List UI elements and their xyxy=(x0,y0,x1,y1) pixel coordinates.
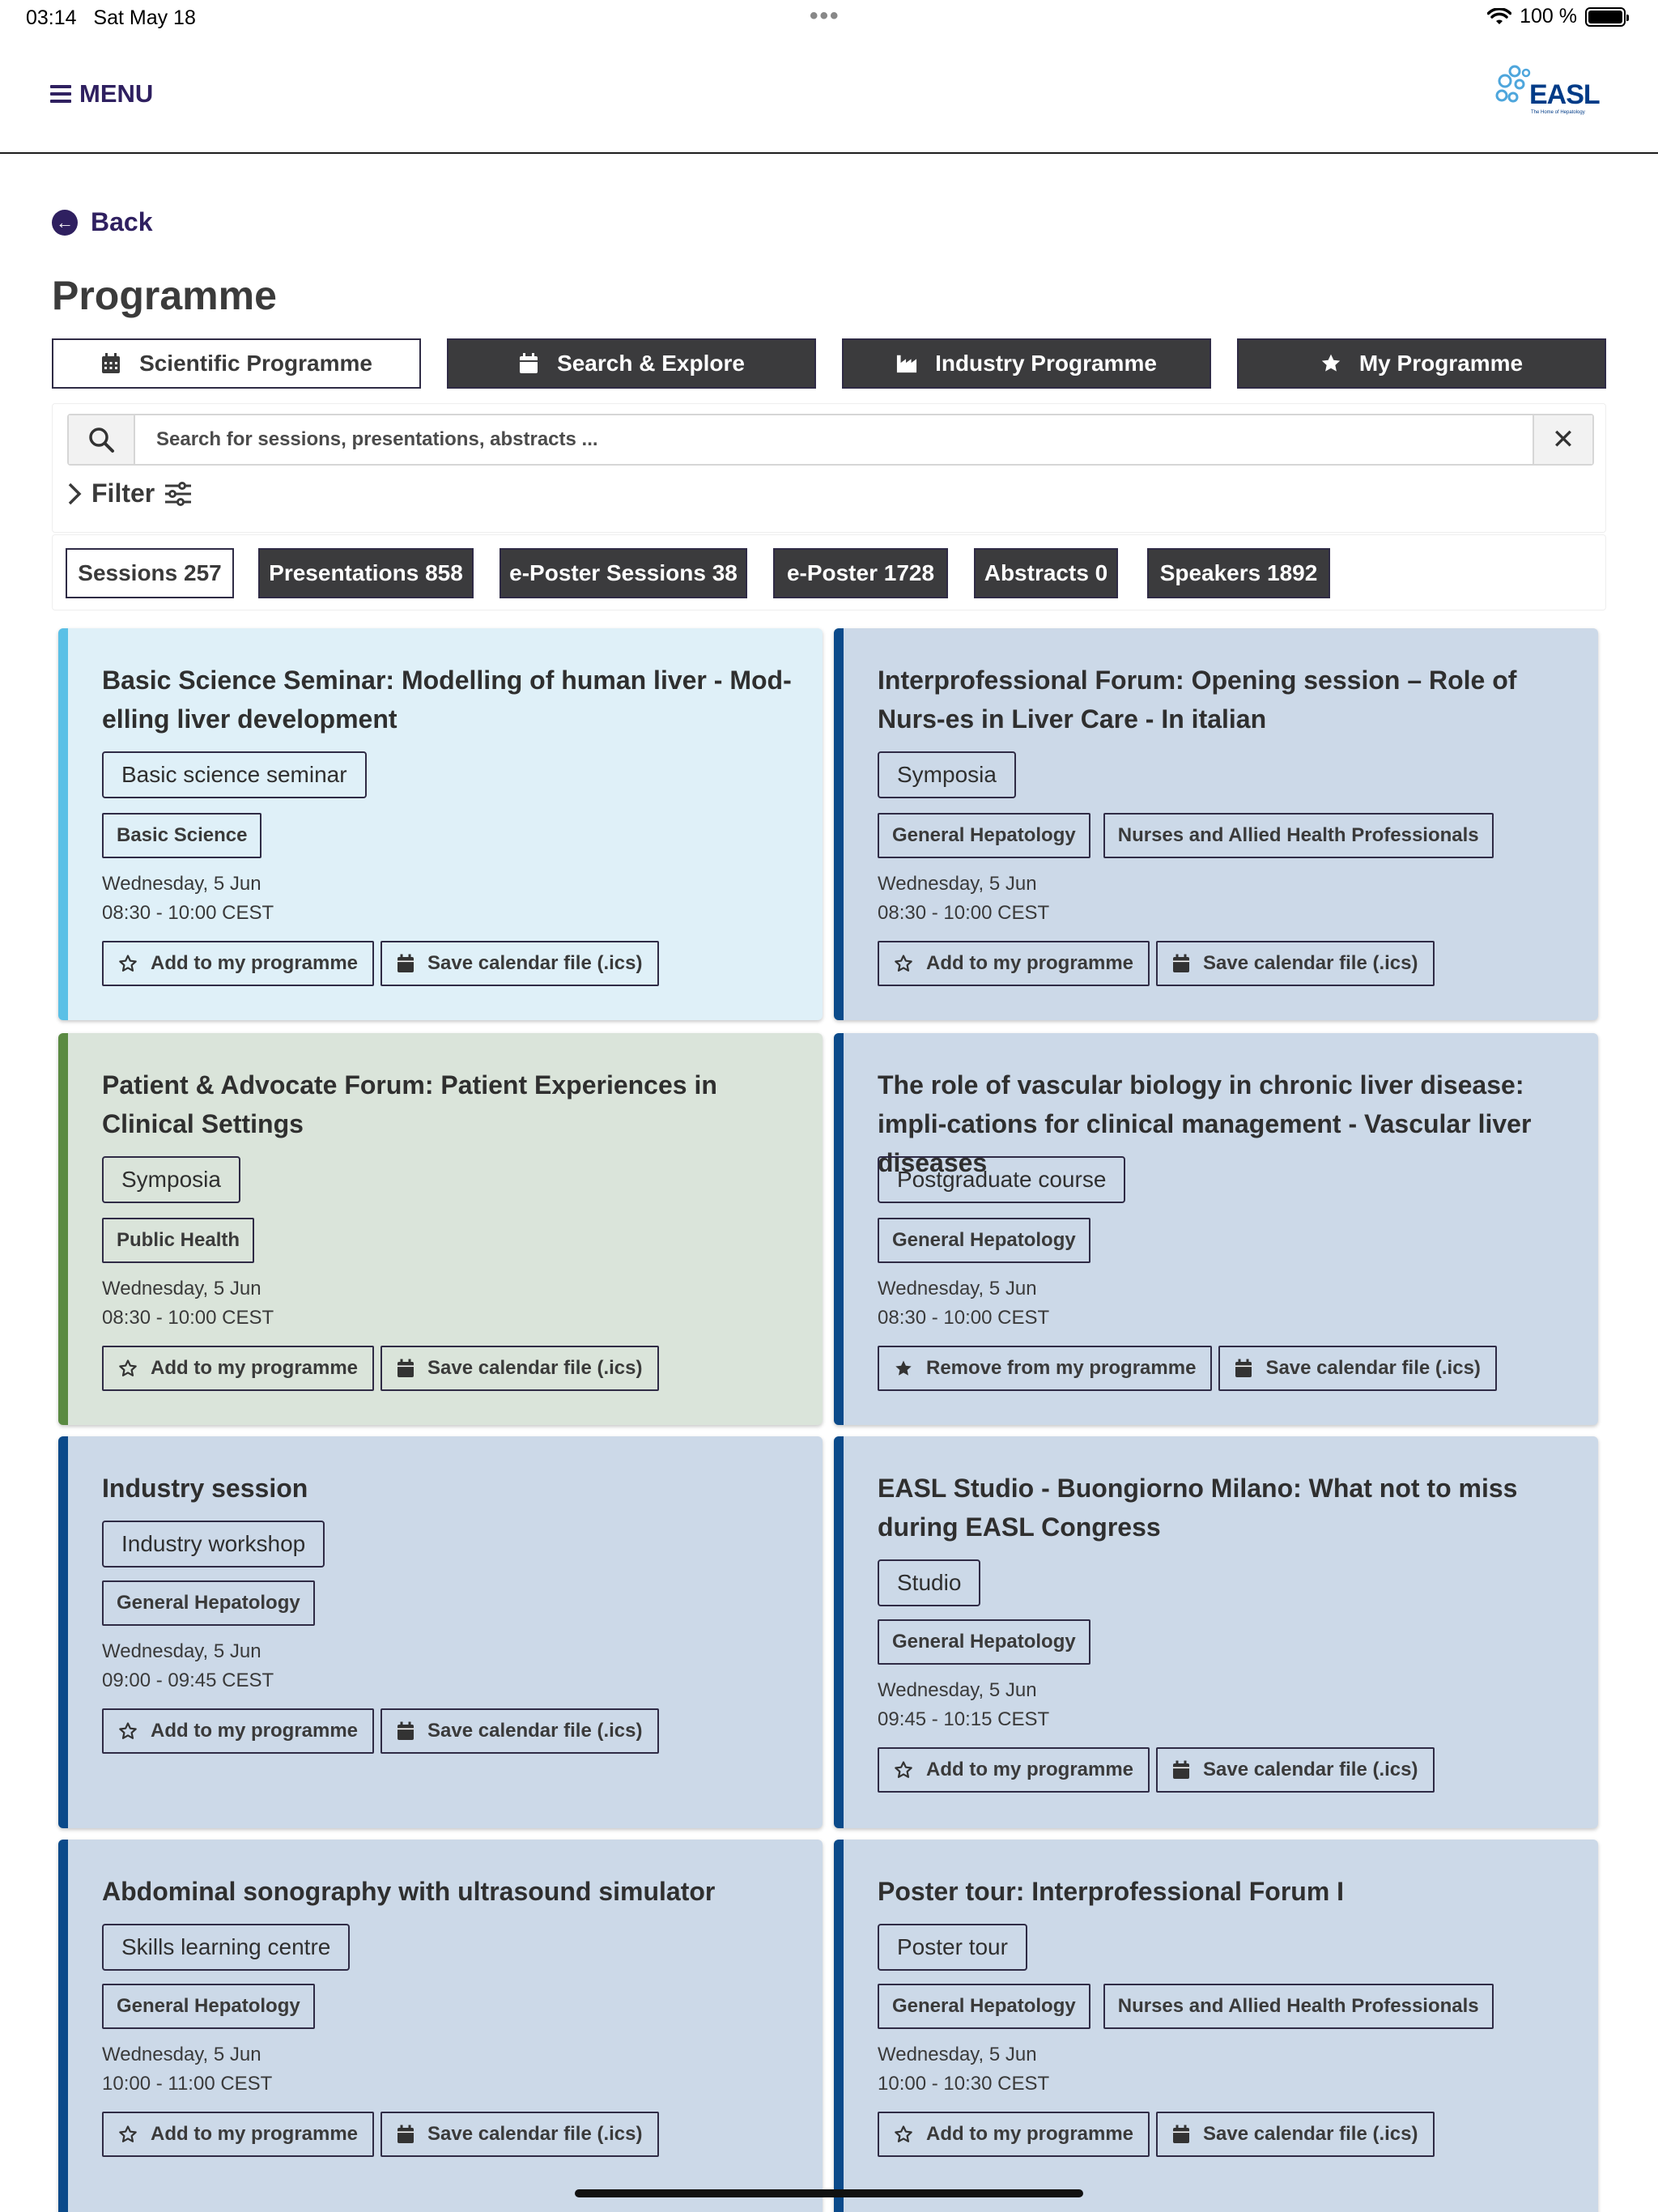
search-button[interactable] xyxy=(69,415,135,464)
arrow-left-circle-icon: ← xyxy=(52,210,78,236)
count-label: Speakers 1892 xyxy=(1159,560,1318,585)
topic-tag: Nurses and Allied Health Professionals xyxy=(1103,813,1494,858)
session-title[interactable]: The role of vascular biology in chronic liver disease: impli-cations for clinical management - Vascular liver diseases xyxy=(878,1070,1532,1177)
save-calendar-button[interactable] xyxy=(380,1346,658,1391)
session-title[interactable]: EASL Studio - Buongiorno Milano: What not to miss during EASL Congress xyxy=(878,1474,1518,1542)
star-filled-icon xyxy=(894,1359,913,1378)
session-actions xyxy=(102,1346,659,1391)
star-outline-icon xyxy=(894,2125,913,2144)
topic-tag: General Hepatology xyxy=(878,1218,1090,1263)
menu-label: MENU xyxy=(79,79,154,108)
session-type-tag: Skills learning centre xyxy=(102,1924,350,1971)
session-type-tag: Poster tour xyxy=(878,1924,1027,1971)
star-outline-icon xyxy=(118,1359,138,1378)
logo-subtitle: The Home of Hepatology xyxy=(1531,110,1585,115)
topic-tag: Nurses and Allied Health Professionals xyxy=(1103,1984,1494,2029)
category-accent-bar xyxy=(58,628,68,1020)
search-panel xyxy=(52,403,1606,533)
session-title[interactable]: Interprofessional Forum: Opening session – Role of Nurs-es in Liver Care - In italian xyxy=(878,666,1517,734)
top-navigation xyxy=(0,39,1658,154)
session-date: Wednesday, 5 Jun xyxy=(102,1278,261,1300)
session-card[interactable] xyxy=(834,1033,1598,1425)
save-calendar-button[interactable] xyxy=(380,941,658,986)
hamburger-icon xyxy=(50,85,71,103)
topic-tags xyxy=(878,1984,1494,2029)
chevron-right-icon xyxy=(67,483,82,505)
count-label: Sessions 257 xyxy=(78,560,222,585)
session-type-tag: Symposia xyxy=(102,1156,240,1203)
session-time: 09:00 - 09:45 CEST xyxy=(102,1670,274,1691)
session-time: 08:30 - 10:00 CEST xyxy=(102,1307,274,1329)
topic-tags xyxy=(878,1619,1090,1665)
session-title[interactable]: Poster tour: Interprofessional Forum I xyxy=(878,1877,1345,1906)
action-label: Save calendar file (.ics) xyxy=(1203,2123,1418,2145)
session-actions xyxy=(878,1747,1435,1793)
home-indicator[interactable] xyxy=(575,2189,1083,2197)
action-label: Add to my programme xyxy=(926,1759,1134,1780)
calendar-icon xyxy=(397,1359,414,1378)
session-card[interactable] xyxy=(58,1840,823,2212)
result-type-selector xyxy=(52,534,1606,610)
search-bar xyxy=(67,414,1594,466)
battery-percent: 100 % xyxy=(1520,5,1577,28)
session-title[interactable]: Industry session xyxy=(102,1474,308,1503)
session-card[interactable] xyxy=(834,1840,1598,2212)
topic-tags xyxy=(102,1218,254,1263)
battery-icon xyxy=(1585,7,1626,27)
session-title[interactable]: Abdominal sonography with ultrasound simulator xyxy=(102,1877,716,1906)
status-bar xyxy=(0,0,1658,39)
session-actions xyxy=(102,941,659,986)
session-actions xyxy=(102,1708,659,1754)
save-calendar-button[interactable] xyxy=(1218,1346,1496,1391)
star-outline-icon xyxy=(118,2125,138,2144)
tab-industry-programme[interactable] xyxy=(842,338,1211,389)
topic-tags xyxy=(878,1218,1090,1263)
topic-tags xyxy=(102,1580,315,1626)
session-card[interactable] xyxy=(58,1436,823,1828)
session-time: 08:30 - 10:00 CEST xyxy=(102,902,274,924)
session-date: Wednesday, 5 Jun xyxy=(878,873,1037,895)
add-to-programme-button[interactable] xyxy=(878,941,1150,986)
search-input[interactable] xyxy=(137,415,1521,464)
calendar-icon xyxy=(1172,1760,1190,1780)
add-to-programme-button[interactable] xyxy=(878,2112,1150,2157)
session-card[interactable] xyxy=(58,628,823,1020)
tab-label: Industry Programme xyxy=(935,351,1157,376)
action-label: Add to my programme xyxy=(151,2123,359,2145)
calendar-icon xyxy=(518,353,539,374)
wifi-icon xyxy=(1487,8,1511,26)
category-accent-bar xyxy=(834,1033,844,1425)
count-presentations[interactable] xyxy=(258,548,474,598)
topic-tag: General Hepatology xyxy=(102,1580,315,1626)
session-date: Wednesday, 5 Jun xyxy=(878,1679,1037,1701)
session-time: 10:00 - 10:30 CEST xyxy=(878,2073,1050,2095)
action-label: Save calendar file (.ics) xyxy=(1203,1759,1418,1780)
action-label: Save calendar file (.ics) xyxy=(427,1357,643,1379)
action-label: Remove from my programme xyxy=(926,1357,1197,1379)
topic-tag: General Hepatology xyxy=(878,1984,1090,2029)
topic-tag: Public Health xyxy=(102,1218,254,1263)
save-calendar-button[interactable] xyxy=(1156,941,1434,986)
tab-my-programme[interactable] xyxy=(1237,338,1606,389)
session-type-tag: Industry workshop xyxy=(102,1521,325,1568)
topic-tags xyxy=(102,1984,315,2029)
sliders-icon xyxy=(164,482,192,506)
session-type-tag: Studio xyxy=(878,1559,980,1606)
count-label: e-Poster Sessions 38 xyxy=(509,560,738,585)
count-abstracts[interactable] xyxy=(974,548,1118,598)
session-date: Wednesday, 5 Jun xyxy=(878,2044,1037,2065)
action-label: Save calendar file (.ics) xyxy=(1203,952,1418,974)
star-outline-icon xyxy=(894,954,913,973)
tab-label: My Programme xyxy=(1358,351,1524,376)
page-title: Programme xyxy=(52,273,277,318)
topic-tag: General Hepatology xyxy=(878,813,1090,858)
close-icon: ✕ xyxy=(1551,424,1575,455)
add-to-programme-button[interactable] xyxy=(102,941,374,986)
count-sessions[interactable] xyxy=(66,548,234,598)
session-card[interactable] xyxy=(58,1033,823,1425)
tab-scientific-programme[interactable] xyxy=(52,338,421,389)
count-label: e-Poster 1728 xyxy=(786,560,935,585)
session-date: Wednesday, 5 Jun xyxy=(102,1640,261,1662)
category-accent-bar xyxy=(58,1436,68,1828)
status-time: 03:14 Sat May 18 xyxy=(26,6,196,29)
session-time: 09:45 - 10:15 CEST xyxy=(878,1708,1050,1730)
action-label: Save calendar file (.ics) xyxy=(427,952,643,974)
tab-label: Scientific Programme xyxy=(139,351,372,376)
session-title[interactable]: Basic Science Seminar: Modelling of human liver - Mod-elling liver development xyxy=(102,666,792,734)
calendar-icon xyxy=(1172,954,1190,973)
back-label: Back xyxy=(91,207,153,236)
add-to-programme-button[interactable] xyxy=(102,1346,374,1391)
easl-logo[interactable] xyxy=(1495,63,1605,121)
count-eposter-sessions[interactable] xyxy=(500,548,747,598)
count-label: Abstracts 0 xyxy=(984,560,1108,585)
tab-search-explore[interactable] xyxy=(447,338,816,389)
star-icon xyxy=(1320,353,1341,374)
action-label: Add to my programme xyxy=(151,952,359,974)
back-link[interactable] xyxy=(52,207,153,237)
session-type-tag: Symposia xyxy=(878,751,1016,798)
search-icon xyxy=(87,426,115,453)
logo-text: EASL xyxy=(1529,79,1600,110)
action-label: Add to my programme xyxy=(151,1720,359,1742)
session-date: Wednesday, 5 Jun xyxy=(102,873,261,895)
calendar-icon xyxy=(397,954,414,973)
star-outline-icon xyxy=(894,1760,913,1780)
topic-tag: Basic Science xyxy=(102,813,261,858)
status-indicators xyxy=(1487,5,1626,28)
programme-tabs xyxy=(52,338,1606,389)
session-card[interactable] xyxy=(834,628,1598,1020)
save-calendar-button[interactable] xyxy=(1156,2112,1434,2157)
session-actions xyxy=(102,2112,659,2157)
action-label: Save calendar file (.ics) xyxy=(427,1720,643,1742)
add-to-programme-button[interactable] xyxy=(878,1747,1150,1793)
category-accent-bar xyxy=(58,1033,68,1425)
multitasking-dots-icon[interactable]: ••• xyxy=(810,2,840,29)
session-type-tag: Basic science seminar xyxy=(102,751,367,798)
session-time: 10:00 - 11:00 CEST xyxy=(102,2073,273,2095)
category-accent-bar xyxy=(834,1840,844,2212)
star-outline-icon xyxy=(118,1721,138,1741)
add-to-programme-button[interactable] xyxy=(102,1708,374,1754)
session-time: 08:30 - 10:00 CEST xyxy=(878,902,1050,924)
session-title[interactable]: Patient & Advocate Forum: Patient Experiences in Clinical Settings xyxy=(102,1070,717,1138)
save-calendar-button[interactable] xyxy=(380,1708,658,1754)
session-date: Wednesday, 5 Jun xyxy=(102,2044,261,2065)
session-actions xyxy=(878,2112,1435,2157)
calendar-icon xyxy=(1235,1359,1252,1378)
calendar-icon xyxy=(397,1721,414,1741)
industry-icon xyxy=(896,353,917,374)
session-type-tag: Postgraduate course xyxy=(878,1156,1125,1203)
filter-toggle[interactable] xyxy=(67,479,192,508)
save-calendar-button[interactable] xyxy=(1156,1747,1434,1793)
topic-tag: General Hepatology xyxy=(102,1984,315,2029)
session-card[interactable] xyxy=(834,1436,1598,1828)
action-label: Save calendar file (.ics) xyxy=(1265,1357,1481,1379)
calendar-icon xyxy=(1172,2125,1190,2144)
session-actions xyxy=(878,1346,1497,1391)
category-accent-bar xyxy=(834,628,844,1020)
session-actions xyxy=(878,941,1435,986)
count-eposter[interactable] xyxy=(773,548,948,598)
session-date: Wednesday, 5 Jun xyxy=(878,1278,1037,1300)
topic-tag: General Hepatology xyxy=(878,1619,1090,1665)
session-time: 08:30 - 10:00 CEST xyxy=(878,1307,1050,1329)
action-label: Add to my programme xyxy=(926,952,1134,974)
calendar-grid-icon xyxy=(100,353,121,374)
count-label: Presentations 858 xyxy=(269,560,463,585)
save-calendar-button[interactable] xyxy=(380,2112,658,2157)
action-label: Add to my programme xyxy=(926,2123,1134,2145)
action-label: Save calendar file (.ics) xyxy=(427,2123,643,2145)
clear-search-button[interactable] xyxy=(1533,415,1592,464)
topic-tags xyxy=(878,813,1494,858)
count-speakers[interactable] xyxy=(1147,548,1330,598)
topic-tags xyxy=(102,813,261,858)
add-to-programme-button[interactable] xyxy=(102,2112,374,2157)
category-accent-bar xyxy=(58,1840,68,2212)
remove-from-programme-button[interactable] xyxy=(878,1346,1212,1391)
tab-label: Search & Explore xyxy=(557,351,745,376)
action-label: Add to my programme xyxy=(151,1357,359,1379)
menu-button[interactable] xyxy=(50,79,153,108)
filter-label: Filter xyxy=(91,479,155,508)
calendar-icon xyxy=(397,2125,414,2144)
star-outline-icon xyxy=(118,954,138,973)
category-accent-bar xyxy=(834,1436,844,1828)
